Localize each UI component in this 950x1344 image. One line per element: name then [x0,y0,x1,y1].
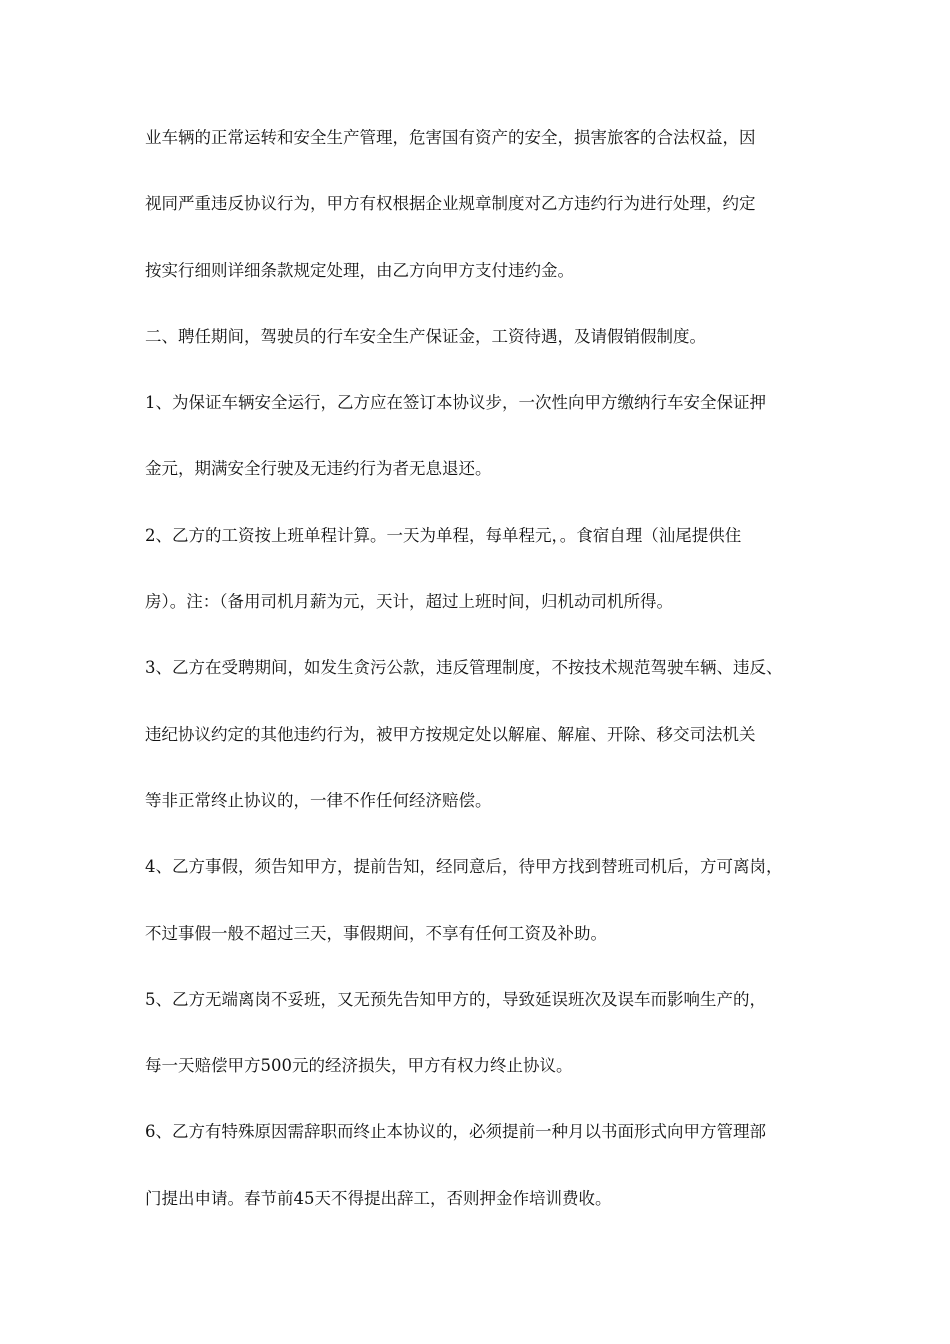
section-heading: 二、聘任期间，驾驶员的行车安全生产保证金，工资待遇，及请假销假制度。 [145,326,706,346]
text-line: 视同严重违反协议行为，甲方有权根据企业规章制度对乙方违约行为进行处理，约定 [145,194,756,214]
text-line: 5、乙方无端离岗不妥班，又无预先告知甲方的，导致延误班次及误车而影响生产的， [145,989,766,1009]
text-line: 2、乙方的工资按上班单程计算。一天为单程，每单程元，。食宿自理（汕尾提供住 [145,525,742,545]
text-line: 房）。注：（备用司机月薪为元，天计，超过上班时间，归机动司机所得。 [145,592,673,612]
text-line: 3、乙方在受聘期间，如发生贪污公款，违反管理制度，不按技术规范驾驶车辆、违反、 [145,658,783,678]
text-line: 金元，期满安全行驶及无违约行为者无息退还。 [145,459,492,479]
text-line: 每一天赔偿甲方500元的经济损失，甲方有权力终止协议。 [145,1056,573,1076]
text-line: 业车辆的正常运转和安全生产管理，危害国有资产的安全，损害旅客的合法权益，因 [145,128,756,147]
document-body [145,118,825,1245]
text-line: 不过事假一般不超过三天，事假期间，不享有任何工资及补助。 [145,923,607,943]
text-line: 按实行细则详细条款规定处理，由乙方向甲方支付违约金。 [145,260,574,280]
text-line: 违纪协议约定的其他违约行为，被甲方按规定处以解雇、解雇、开除、移交司法机关 [145,724,756,744]
text-line: 门提出申请。春节前45天不得提出辞工，否则押金作培训费收。 [145,1188,612,1208]
text-line: 1、为保证车辆安全运行，乙方应在签订本协议步，一次性向甲方缴纳行车安全保证押 [145,393,766,413]
text-line: 等非正常终止协议的，一律不作任何经济赔偿。 [145,790,492,810]
text-line: 6、乙方有特殊原因需辞职而终止本协议的，必须提前一种月以书面形式向甲方管理部 [145,1122,766,1142]
text-line: 4、乙方事假，须告知甲方，提前告知，经同意后，待甲方找到替班司机后，方可离岗， [145,857,783,877]
